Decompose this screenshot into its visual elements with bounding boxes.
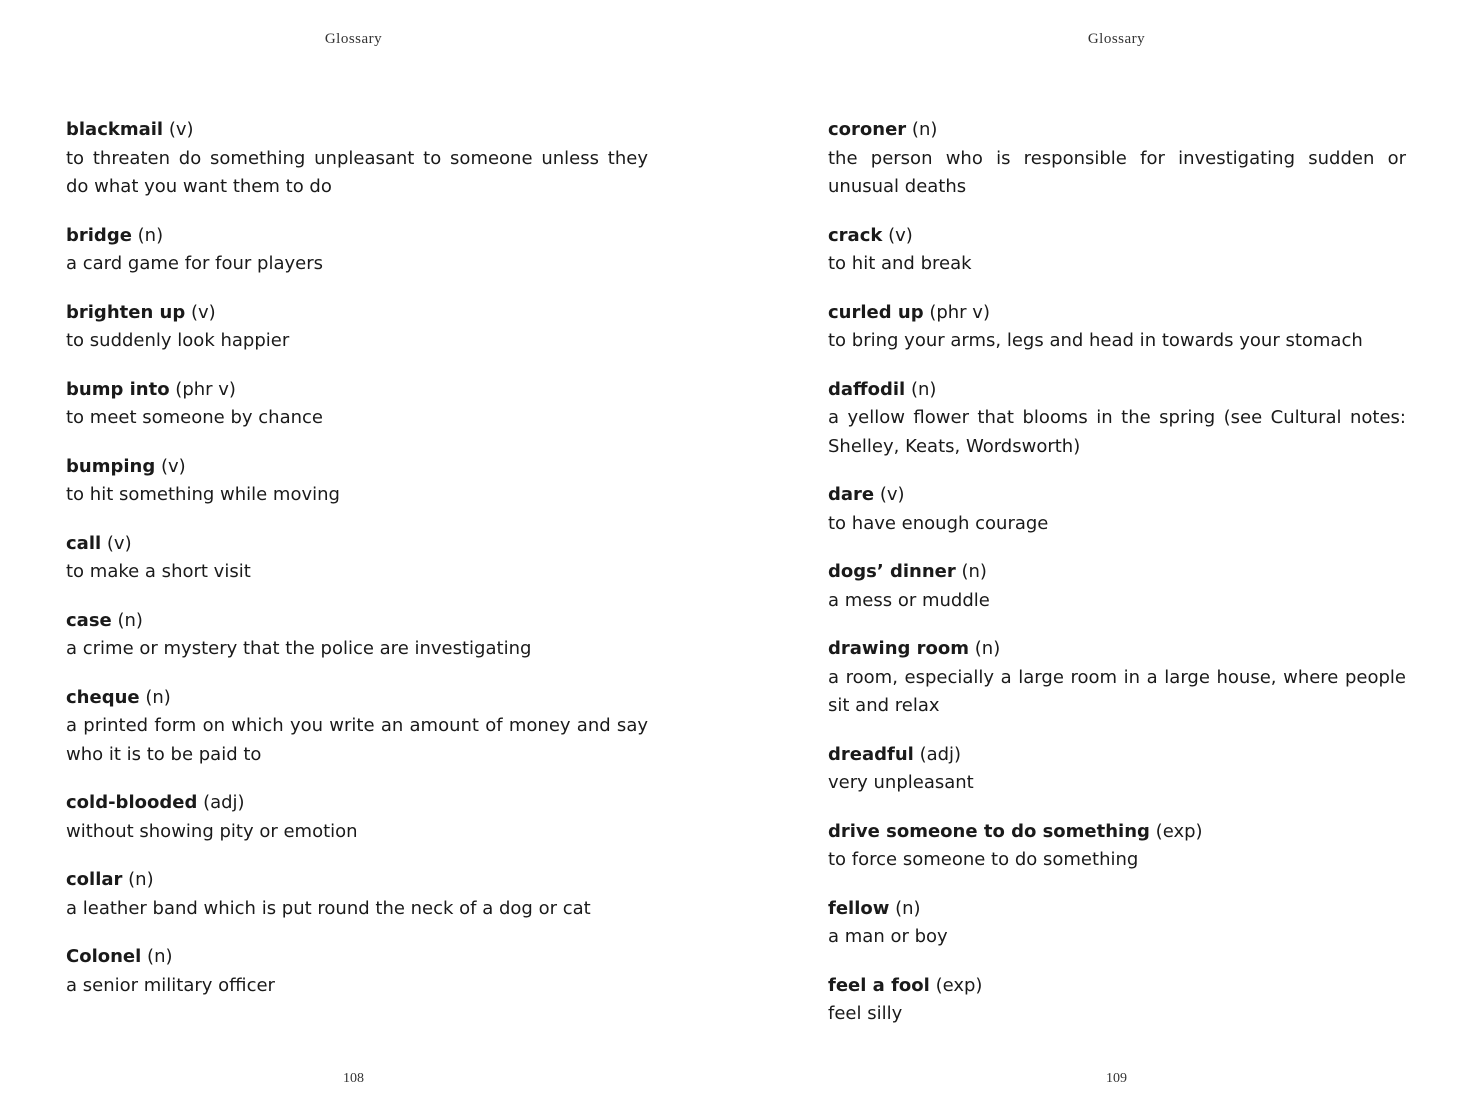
glossary-definition: a mess or muddle (828, 589, 990, 611)
running-head: Glossary (324, 31, 383, 47)
entry-headword (828, 481, 1406, 510)
entry-headword (828, 222, 1406, 251)
entry-headword (828, 116, 1406, 145)
glossary-definition: to threaten do something unpleasant to someone unless they do what you want them to do (66, 147, 648, 197)
glossary-definition: very unpleasant (828, 772, 974, 793)
part-of-speech: (n) (147, 946, 173, 967)
page-number: 109 (1106, 1071, 1127, 1086)
glossary-entry (66, 530, 648, 587)
glossary-term: dogs’ dinner (828, 561, 956, 582)
glossary-definition: a man or boy (828, 926, 948, 947)
glossary-definition: feel silly (828, 1003, 903, 1024)
glossary-entry (828, 635, 1406, 721)
right-page (735, 0, 1470, 1114)
entry-headword (66, 116, 648, 145)
glossary-entry (828, 895, 1406, 952)
glossary-term: bridge (66, 224, 132, 246)
entry-headword (828, 895, 1406, 924)
glossary-term: brighten up (66, 301, 186, 323)
glossary-entry (828, 481, 1406, 538)
entry-headword (66, 453, 648, 482)
glossary-term: crack (828, 224, 883, 246)
glossary-entry (66, 607, 648, 664)
entry-headword (828, 635, 1406, 664)
entry-headword (66, 222, 648, 251)
glossary-definition: a crime or mystery that the police are investigating (66, 638, 532, 659)
glossary-entry (828, 222, 1406, 279)
glossary-term: collar (66, 869, 123, 890)
glossary-term: bump into (66, 378, 170, 400)
part-of-speech: (exp) (935, 974, 983, 996)
glossary-term: bumping (66, 455, 156, 477)
glossary-entry (66, 222, 648, 279)
glossary-term: daffodil (828, 378, 906, 400)
part-of-speech: (phr v) (929, 301, 990, 323)
part-of-speech: (v) (106, 532, 132, 554)
glossary-definition: to hit and break (828, 253, 972, 274)
glossary-term: feel a fool (828, 974, 930, 996)
entry-headword (828, 299, 1406, 328)
glossary-term: coroner (828, 119, 907, 140)
glossary-definition: to suddenly look happier (66, 330, 290, 351)
glossary-entry (66, 453, 648, 510)
entry-headword (66, 684, 648, 713)
glossary-entry (66, 866, 648, 923)
glossary-definition: a leather band which is put round the neck of a dog or cat (66, 897, 591, 919)
glossary-definition: to meet someone by chance (66, 407, 323, 428)
glossary-term: Colonel (66, 946, 142, 967)
glossary-term: dare (828, 484, 875, 505)
part-of-speech: (v) (879, 484, 905, 505)
entry-headword (828, 972, 1406, 1001)
part-of-speech: (n) (910, 378, 937, 400)
glossary-term: fellow (828, 897, 890, 919)
entry-headword (828, 741, 1406, 770)
glossary-definition: a printed form on which you write an amount of money and say who it is to be paid to (66, 715, 648, 765)
glossary-definition: without showing pity or emotion (66, 820, 358, 842)
glossary-entry (828, 376, 1406, 462)
part-of-speech: (v) (168, 119, 194, 140)
entry-headword (828, 818, 1406, 847)
glossary-entry (828, 741, 1406, 798)
part-of-speech: (n) (895, 897, 921, 919)
entry-headword (66, 530, 648, 559)
glossary-entries (828, 116, 1406, 1049)
entry-headword (828, 376, 1406, 405)
glossary-entry (66, 684, 648, 770)
entry-headword (828, 558, 1406, 587)
glossary-term: blackmail (66, 119, 164, 140)
entry-headword (66, 789, 648, 818)
part-of-speech: (exp) (1155, 820, 1203, 842)
running-head: Glossary (1087, 31, 1146, 47)
glossary-term: drive someone to do something (828, 820, 1150, 842)
glossary-entry (66, 116, 648, 202)
glossary-definition: to force someone to do something (828, 849, 1139, 870)
glossary-definition: the person who is responsible for investigating sudden or unusual deaths (828, 147, 1406, 197)
part-of-speech: (n) (128, 869, 154, 890)
entry-headword (66, 943, 648, 972)
part-of-speech: (n) (117, 609, 143, 631)
glossary-term: cheque (66, 686, 140, 708)
glossary-entry (66, 943, 648, 1000)
glossary-term: curled up (828, 301, 924, 323)
glossary-term: drawing room (828, 638, 970, 659)
glossary-definition: to have enough courage (828, 512, 1049, 534)
part-of-speech: (n) (911, 119, 938, 140)
part-of-speech: (v) (160, 455, 186, 477)
glossary-definition: to bring your arms, legs and head in towards your stomach (828, 330, 1363, 351)
glossary-definition: a card game for four players (66, 253, 324, 274)
glossary-definition: a senior military officer (66, 974, 275, 996)
part-of-speech: (n) (137, 224, 164, 246)
entry-headword (66, 299, 648, 328)
glossary-term: cold-blooded (66, 792, 198, 813)
glossary-entry (66, 376, 648, 433)
glossary-definition: to hit something while moving (66, 484, 340, 505)
part-of-speech: (v) (190, 301, 216, 323)
part-of-speech: (n) (961, 561, 987, 582)
glossary-entry (66, 299, 648, 356)
glossary-term: dreadful (828, 743, 914, 765)
part-of-speech: (n) (145, 686, 171, 708)
entry-headword (66, 376, 648, 405)
glossary-definition: a room, especially a large room in a large house, where people sit and relax (828, 666, 1406, 716)
part-of-speech: (v) (888, 224, 913, 246)
part-of-speech: (adj) (203, 792, 245, 813)
glossary-entry (66, 789, 648, 846)
glossary-entry (828, 818, 1406, 875)
part-of-speech: (phr v) (175, 378, 236, 400)
glossary-entry (828, 558, 1406, 615)
page-number: 108 (343, 1071, 364, 1086)
entry-headword (66, 866, 648, 895)
part-of-speech: (adj) (919, 743, 962, 765)
glossary-definition: a yellow flower that blooms in the spring (see Cultural notes: Shelley, Keats, Wordsworth) (828, 407, 1406, 457)
glossary-entry (828, 299, 1406, 356)
part-of-speech: (n) (974, 638, 1001, 659)
glossary-entries (66, 116, 648, 1020)
glossary-entry (828, 972, 1406, 1029)
glossary-definition: to make a short visit (66, 561, 251, 582)
glossary-term: case (66, 609, 112, 631)
entry-headword (66, 607, 648, 636)
glossary-entry (828, 116, 1406, 202)
glossary-term: call (66, 532, 102, 554)
